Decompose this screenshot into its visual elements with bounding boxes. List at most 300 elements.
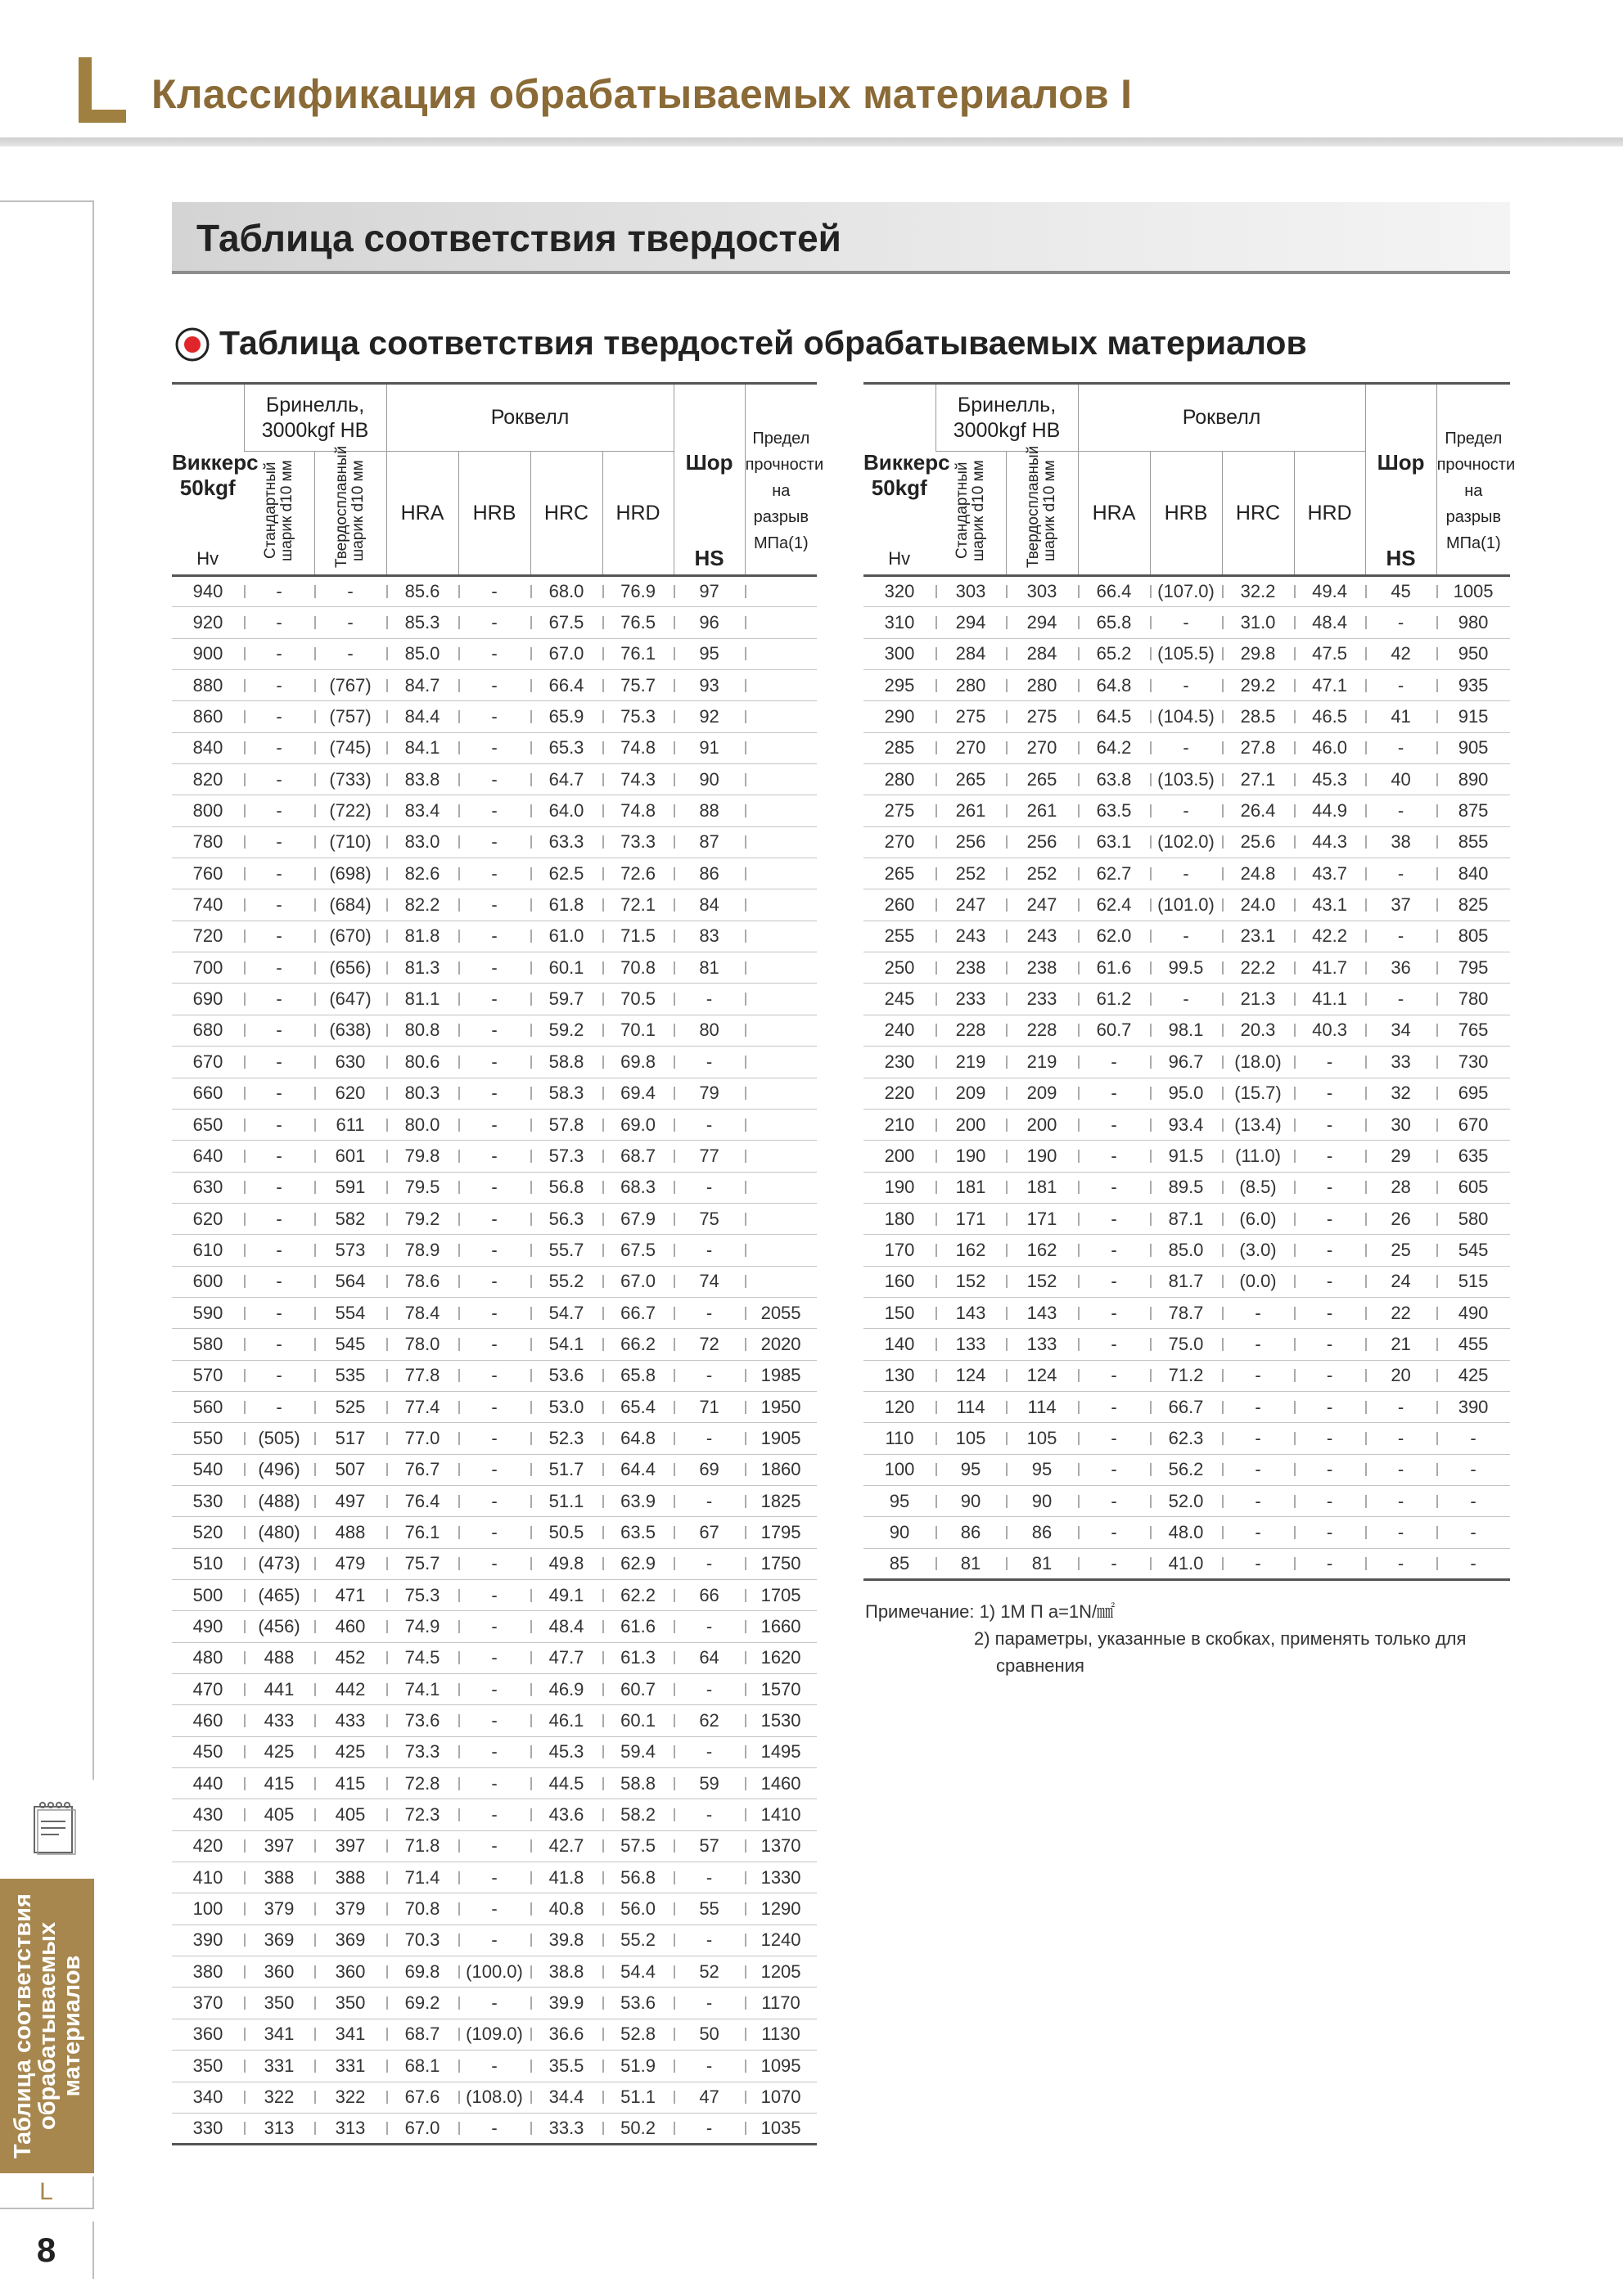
- table-cell: 460: [314, 1611, 386, 1642]
- table-cell: 78.9: [386, 1235, 458, 1266]
- table-row: [172, 1172, 817, 1203]
- table-cell: 369: [244, 1925, 314, 1956]
- table-cell: 370: [172, 1988, 244, 2019]
- table-cell: 60.1: [602, 1705, 674, 1736]
- table-row: [863, 1391, 1510, 1422]
- table-cell: 520: [172, 1517, 244, 1548]
- table-cell: 100: [172, 1893, 244, 1925]
- shore-header: Шор HS: [1365, 384, 1436, 576]
- table-cell: 24.8: [1222, 858, 1294, 889]
- table-cell: 52.0: [1150, 1485, 1222, 1516]
- table-cell: 580: [1436, 1203, 1510, 1234]
- table-cell: 261: [1006, 795, 1078, 826]
- table-cell: 66.4: [530, 670, 602, 701]
- table-cell: 1070: [745, 2082, 817, 2113]
- table-cell: 30: [1365, 1109, 1436, 1140]
- table-cell: 690: [172, 984, 244, 1015]
- table-row: [172, 921, 817, 952]
- table-cell: 58.8: [602, 1768, 674, 1799]
- table-body-right: [863, 576, 1510, 1580]
- table-row: [172, 1988, 817, 2019]
- table-cell: 590: [172, 1297, 244, 1328]
- table-cell: 601: [314, 1141, 386, 1172]
- table-cell: -: [458, 1799, 530, 1830]
- table-cell: 40: [1365, 764, 1436, 795]
- table-cell: 68.1: [386, 2051, 458, 2082]
- table-cell: 86: [935, 1517, 1006, 1548]
- table-row: [863, 701, 1510, 732]
- table-cell: 50: [674, 2019, 745, 2050]
- table-cell: 56.3: [530, 1203, 602, 1234]
- table-row: [863, 670, 1510, 701]
- table-cell: 76.5: [602, 607, 674, 638]
- table-cell: -: [1078, 1203, 1150, 1234]
- table-cell: (11.0): [1222, 1141, 1294, 1172]
- table-cell: 62.7: [1078, 858, 1150, 889]
- table-cell: 57.3: [530, 1141, 602, 1172]
- table-cell: 81.1: [386, 984, 458, 1015]
- table-cell: (505): [244, 1423, 314, 1454]
- table-cell: 270: [935, 732, 1006, 763]
- section-tab[interactable]: [0, 1879, 94, 2173]
- table-cell: 360: [314, 1956, 386, 1988]
- table-cell: -: [244, 1329, 314, 1360]
- table-cell: 840: [1436, 858, 1510, 889]
- table-cell: 69.8: [386, 1956, 458, 1988]
- table-cell: -: [1078, 1517, 1150, 1548]
- table-cell: (757): [314, 701, 386, 732]
- table-cell: 64.0: [530, 795, 602, 826]
- table-row: [172, 1141, 817, 1172]
- table-cell: 83.8: [386, 764, 458, 795]
- table-cell: 64.4: [602, 1454, 674, 1485]
- table-cell: 77.0: [386, 1423, 458, 1454]
- table-cell: 152: [935, 1266, 1006, 1297]
- tensile-header: Предел прочности на разрыв МПа(1): [745, 384, 817, 576]
- table-cell: -: [244, 795, 314, 826]
- table-row: [172, 607, 817, 638]
- table-cell: 331: [314, 2051, 386, 2082]
- table-row: [172, 1485, 817, 1516]
- table-cell: [745, 1078, 817, 1109]
- table-cell: -: [244, 1297, 314, 1328]
- table-cell: 79.8: [386, 1141, 458, 1172]
- table-cell: 181: [1006, 1172, 1078, 1203]
- table-row: [863, 1172, 1510, 1203]
- table-row: [863, 984, 1510, 1015]
- table-cell: 79.5: [386, 1172, 458, 1203]
- table-cell: -: [674, 2051, 745, 2082]
- table-cell: 63.5: [1078, 795, 1150, 826]
- table-cell: 900: [172, 638, 244, 669]
- table-cell: 91: [674, 732, 745, 763]
- table-cell: 99.5: [1150, 952, 1222, 984]
- table-cell: 75: [674, 1203, 745, 1234]
- table-cell: 97: [674, 576, 745, 607]
- table-cell: 81: [935, 1548, 1006, 1579]
- table-cell: -: [1365, 858, 1436, 889]
- table-cell: -: [1436, 1485, 1510, 1516]
- table-cell: 1570: [745, 1674, 817, 1705]
- table-cell: 67: [674, 1517, 745, 1548]
- table-cell: 425: [244, 1736, 314, 1767]
- table-cell: 85.6: [386, 576, 458, 607]
- table-cell: -: [674, 1047, 745, 1078]
- table-row: [863, 795, 1510, 826]
- table-cell: 80.8: [386, 1015, 458, 1046]
- table-row: [172, 1360, 817, 1391]
- table-cell: 74.8: [602, 732, 674, 763]
- table-cell: 71.4: [386, 1862, 458, 1893]
- table-cell: 70.8: [602, 952, 674, 984]
- brinell-carbide-header: Твердосплавный шарик d10 мм: [1006, 452, 1078, 576]
- table-cell: 24.0: [1222, 889, 1294, 921]
- hrb-header: HRB: [1150, 452, 1222, 576]
- table-cell: 313: [244, 2113, 314, 2144]
- table-cell: 77.8: [386, 1360, 458, 1391]
- table-cell: 570: [172, 1360, 244, 1391]
- table-cell: 58.2: [602, 1799, 674, 1830]
- table-cell: 54.7: [530, 1297, 602, 1328]
- table-cell: -: [1078, 1360, 1150, 1391]
- table-cell: 35.5: [530, 2051, 602, 2082]
- table-cell: 65.4: [602, 1391, 674, 1422]
- table-cell: -: [1078, 1047, 1150, 1078]
- table-cell: -: [1365, 1391, 1436, 1422]
- table-cell: -: [458, 1517, 530, 1548]
- table-cell: 85: [863, 1548, 935, 1579]
- table-cell: 190: [863, 1172, 935, 1203]
- table-cell: 1240: [745, 1925, 817, 1956]
- table-cell: 284: [935, 638, 1006, 669]
- table-cell: 73.3: [386, 1736, 458, 1767]
- table-cell: 397: [314, 1830, 386, 1862]
- table-cell: 2020: [745, 1329, 817, 1360]
- table-cell: -: [244, 1047, 314, 1078]
- table-cell: 47: [674, 2082, 745, 2113]
- table-cell: 200: [863, 1141, 935, 1172]
- table-cell: 71.5: [602, 921, 674, 952]
- table-cell: [745, 576, 817, 607]
- table-cell: -: [1294, 1203, 1365, 1234]
- table-cell: 23.1: [1222, 921, 1294, 952]
- table-row: [863, 1109, 1510, 1140]
- table-cell: 252: [1006, 858, 1078, 889]
- table-cell: 170: [863, 1235, 935, 1266]
- table-cell: [745, 1172, 817, 1203]
- table-cell: 67.5: [530, 607, 602, 638]
- table-cell: 64.2: [1078, 732, 1150, 763]
- table-cell: -: [674, 1925, 745, 1956]
- table-cell: -: [244, 984, 314, 1015]
- table-cell: 905: [1436, 732, 1510, 763]
- table-cell: 171: [1006, 1203, 1078, 1234]
- table-cell: 80.0: [386, 1109, 458, 1140]
- table-cell: 58.8: [530, 1047, 602, 1078]
- table-cell: 49.8: [530, 1548, 602, 1579]
- hrb-header: HRB: [458, 452, 530, 576]
- table-cell: 68.0: [530, 576, 602, 607]
- table-cell: 820: [172, 764, 244, 795]
- table-cell: [745, 1266, 817, 1297]
- table-cell: 48.0: [1150, 1517, 1222, 1548]
- table-cell: [745, 701, 817, 732]
- table-cell: 209: [1006, 1078, 1078, 1109]
- table-cell: (670): [314, 921, 386, 952]
- table-cell: 1620: [745, 1642, 817, 1673]
- table-cell: (3.0): [1222, 1235, 1294, 1266]
- table-cell: 1035: [745, 2113, 817, 2144]
- table-row: [172, 1109, 817, 1140]
- table-cell: -: [1365, 732, 1436, 763]
- table-cell: 255: [863, 921, 935, 952]
- table-cell: -: [458, 1454, 530, 1485]
- table-cell: -: [1365, 984, 1436, 1015]
- table-cell: -: [674, 1862, 745, 1893]
- table-row: [172, 1893, 817, 1925]
- table-cell: -: [674, 1674, 745, 1705]
- table-cell: 27.1: [1222, 764, 1294, 795]
- table-row: [172, 1015, 817, 1046]
- table-cell: -: [458, 1423, 530, 1454]
- table-cell: -: [1222, 1517, 1294, 1548]
- table-cell: -: [674, 2113, 745, 2144]
- section-header-band: [172, 202, 1510, 274]
- table-cell: -: [1294, 1297, 1365, 1328]
- table-cell: 68.3: [602, 1172, 674, 1203]
- table-cell: 560: [172, 1391, 244, 1422]
- table-cell: 44.3: [1294, 826, 1365, 858]
- table-cell: 630: [314, 1047, 386, 1078]
- hrd-header: HRD: [602, 452, 674, 576]
- table-cell: 83.4: [386, 795, 458, 826]
- table-cell: 81.7: [1150, 1266, 1222, 1297]
- table-cell: 525: [314, 1391, 386, 1422]
- table-cell: 38: [1365, 826, 1436, 858]
- table-subtitle: Таблица соответствия твердостей обрабатываемых материалов: [219, 324, 1307, 362]
- table-cell: -: [458, 638, 530, 669]
- table-cell: -: [674, 1736, 745, 1767]
- table-cell: 74: [674, 1266, 745, 1297]
- table-row: [172, 795, 817, 826]
- table-cell: 860: [172, 701, 244, 732]
- table-cell: (107.0): [1150, 576, 1222, 607]
- table-row: [172, 952, 817, 984]
- table-cell: 96: [674, 607, 745, 638]
- table-cell: -: [674, 984, 745, 1015]
- table-cell: 44.5: [530, 1768, 602, 1799]
- table-cell: 1130: [745, 2019, 817, 2050]
- table-cell: 84.4: [386, 701, 458, 732]
- table-cell: -: [244, 732, 314, 763]
- vickers-header: Виккерс 50kgf Hv: [172, 384, 244, 576]
- table-cell: (102.0): [1150, 826, 1222, 858]
- table-cell: 79: [674, 1078, 745, 1109]
- table-cell: 75.7: [386, 1548, 458, 1579]
- table-cell: 59.4: [602, 1736, 674, 1767]
- table-cell: 479: [314, 1548, 386, 1579]
- table-cell: -: [1078, 1109, 1150, 1140]
- table-row: [172, 1391, 817, 1422]
- rockwell-header: Роквелл: [386, 384, 674, 452]
- table-cell: 72.1: [602, 889, 674, 921]
- table-cell: 1330: [745, 1862, 817, 1893]
- table-cell: -: [1222, 1297, 1294, 1328]
- table-cell: 180: [863, 1203, 935, 1234]
- table-cell: 303: [1006, 576, 1078, 607]
- table-cell: 181: [935, 1172, 1006, 1203]
- table-cell: -: [1436, 1548, 1510, 1579]
- table-cell: 1985: [745, 1360, 817, 1391]
- table-cell: 67.0: [530, 638, 602, 669]
- table-cell: 79.2: [386, 1203, 458, 1234]
- table-cell: -: [1365, 795, 1436, 826]
- table-cell: 26.4: [1222, 795, 1294, 826]
- table-cell: -: [674, 1297, 745, 1328]
- table-cell: (767): [314, 670, 386, 701]
- hra-header: HRA: [386, 452, 458, 576]
- table-cell: 950: [1436, 638, 1510, 669]
- table-cell: -: [1078, 1078, 1150, 1109]
- table-cell: 294: [935, 607, 1006, 638]
- table-cell: 1750: [745, 1548, 817, 1579]
- table-cell: 29.8: [1222, 638, 1294, 669]
- table-cell: 33.3: [530, 2113, 602, 2144]
- table-cell: 55.2: [530, 1266, 602, 1297]
- table-cell: 209: [935, 1078, 1006, 1109]
- table-cell: -: [674, 1485, 745, 1516]
- table-cell: 765: [1436, 1015, 1510, 1046]
- table-cell: 795: [1436, 952, 1510, 984]
- table-cell: 162: [935, 1235, 1006, 1266]
- table-cell: 554: [314, 1297, 386, 1328]
- table-cell: -: [1150, 732, 1222, 763]
- table-row: [172, 1548, 817, 1579]
- table-row: [863, 858, 1510, 889]
- table-cell: (710): [314, 826, 386, 858]
- table-cell: 56.8: [530, 1172, 602, 1203]
- table-cell: 133: [935, 1329, 1006, 1360]
- notebook-icon: [29, 1799, 79, 1856]
- table-cell: 49.4: [1294, 576, 1365, 607]
- table-cell: -: [458, 1988, 530, 2019]
- table-row: [172, 2082, 817, 2113]
- table-cell: 52: [674, 1956, 745, 1988]
- table-cell: 294: [1006, 607, 1078, 638]
- table-cell: -: [458, 1611, 530, 1642]
- table-cell: [745, 952, 817, 984]
- table-row: [863, 638, 1510, 669]
- table-cell: 360: [172, 2019, 244, 2050]
- table-row: [172, 1266, 817, 1297]
- table-row: [172, 1611, 817, 1642]
- table-cell: 1005: [1436, 576, 1510, 607]
- table-cell: 82.2: [386, 889, 458, 921]
- table-cell: 56.0: [602, 1893, 674, 1925]
- table-cell: 29: [1365, 1141, 1436, 1172]
- table-cell: 620: [172, 1203, 244, 1234]
- table-cell: 83.0: [386, 826, 458, 858]
- table-cell: -: [314, 638, 386, 669]
- table-cell: 1495: [745, 1736, 817, 1767]
- table-cell: 21: [1365, 1329, 1436, 1360]
- table-cell: 915: [1436, 701, 1510, 732]
- table-cell: 42: [1365, 638, 1436, 669]
- table-cell: -: [1222, 1391, 1294, 1422]
- table-row: [172, 1517, 817, 1548]
- table-cell: 78.4: [386, 1297, 458, 1328]
- table-cell: 64.8: [602, 1423, 674, 1454]
- table-cell: 78.0: [386, 1329, 458, 1360]
- table-cell: 74.5: [386, 1642, 458, 1673]
- table-cell: (698): [314, 858, 386, 889]
- table-cell: [745, 1015, 817, 1046]
- table-cell: 77.4: [386, 1391, 458, 1422]
- table-cell: -: [1078, 1235, 1150, 1266]
- table-cell: 80.3: [386, 1078, 458, 1109]
- table-cell: 880: [172, 670, 244, 701]
- table-cell: -: [458, 1047, 530, 1078]
- table-cell: 490: [172, 1611, 244, 1642]
- table-cell: 640: [172, 1141, 244, 1172]
- table-cell: 52.8: [602, 2019, 674, 2050]
- table-row: [172, 1078, 817, 1109]
- table-cell: 100: [863, 1454, 935, 1485]
- table-cell: -: [1150, 984, 1222, 1015]
- table-cell: 425: [1436, 1360, 1510, 1391]
- table-cell: 77: [674, 1141, 745, 1172]
- table-cell: (105.5): [1150, 638, 1222, 669]
- table-cell: -: [458, 1391, 530, 1422]
- table-cell: -: [244, 826, 314, 858]
- table-cell: -: [1078, 1297, 1150, 1328]
- table-cell: 81: [674, 952, 745, 984]
- table-cell: 28.5: [1222, 701, 1294, 732]
- table-cell: -: [458, 576, 530, 607]
- table-row: [172, 1329, 817, 1360]
- table-row: [863, 826, 1510, 858]
- table-cell: 497: [314, 1485, 386, 1516]
- table-cell: 700: [172, 952, 244, 984]
- table-cell: 74.8: [602, 795, 674, 826]
- table-row: [172, 1674, 817, 1705]
- table-cell: 87: [674, 826, 745, 858]
- table-cell: 275: [1006, 701, 1078, 732]
- table-row: [863, 1454, 1510, 1485]
- table-cell: 44.9: [1294, 795, 1365, 826]
- table-cell: 1410: [745, 1799, 817, 1830]
- table-cell: 31.0: [1222, 607, 1294, 638]
- table-cell: -: [1150, 607, 1222, 638]
- section-tab-line1: Таблица соответствия: [9, 1893, 36, 2159]
- table-cell: 61.6: [1078, 952, 1150, 984]
- table-cell: 730: [1436, 1047, 1510, 1078]
- table-cell: 582: [314, 1203, 386, 1234]
- table-cell: 88: [674, 795, 745, 826]
- table-cell: 573: [314, 1235, 386, 1266]
- table-cell: (0.0): [1222, 1266, 1294, 1297]
- table-cell: -: [458, 889, 530, 921]
- table-cell: 261: [935, 795, 1006, 826]
- table-cell: 75.7: [602, 670, 674, 701]
- table-row: [172, 1705, 817, 1736]
- table-cell: 243: [1006, 921, 1078, 952]
- table-cell: 62.0: [1078, 921, 1150, 952]
- table-cell: -: [1436, 1423, 1510, 1454]
- table-cell: 70.1: [602, 1015, 674, 1046]
- table-cell: 330: [172, 2113, 244, 2144]
- table-cell: -: [244, 1015, 314, 1046]
